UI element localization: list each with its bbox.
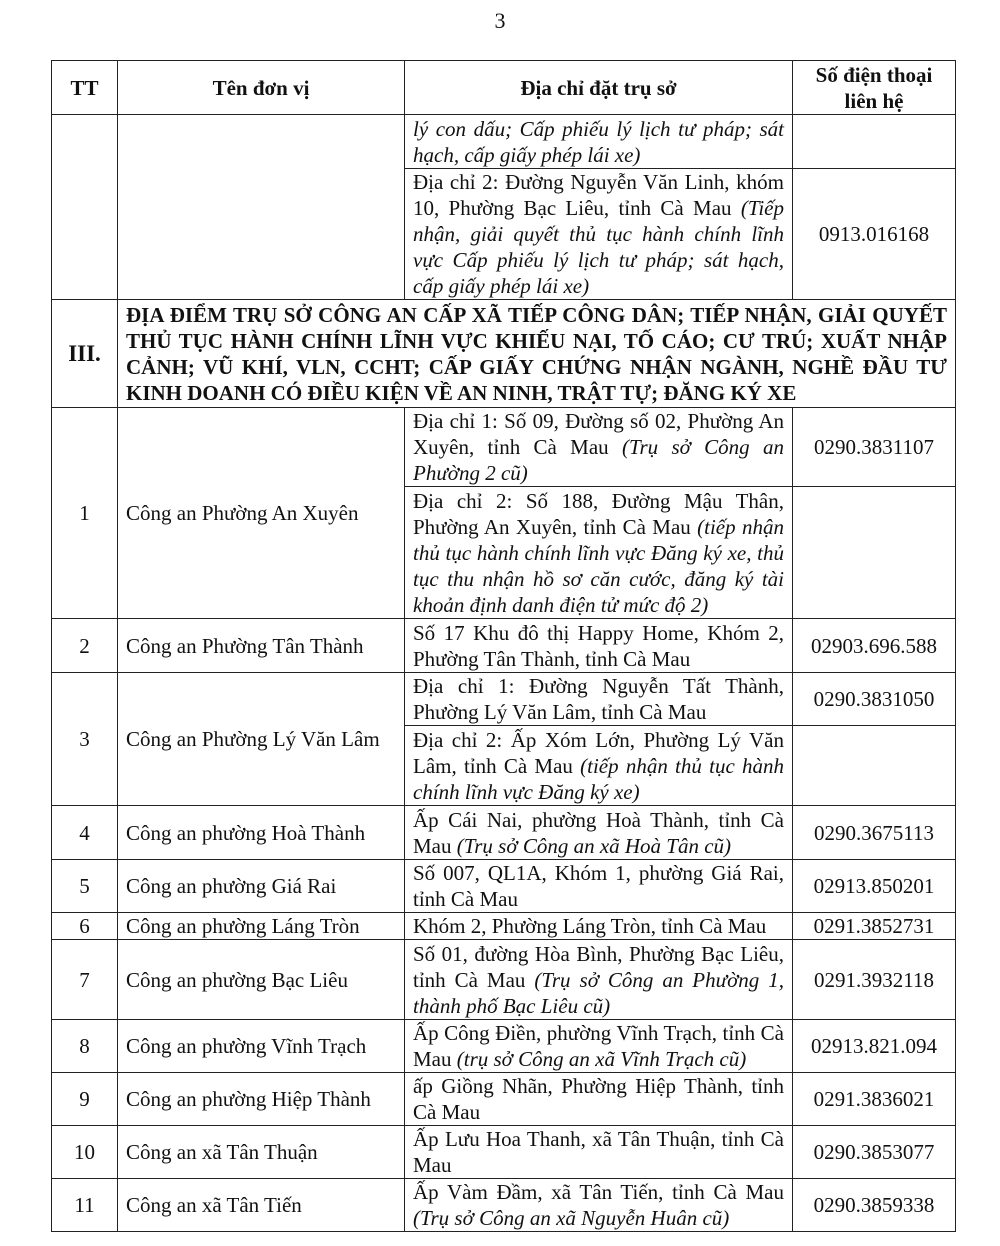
cell-phone: 02913.850201 bbox=[793, 860, 956, 913]
section-title: ĐỊA ĐIỂM TRỤ SỞ CÔNG AN CẤP XÃ TIẾP CÔNG DÂN; TIẾP NHẬN, GIẢI QUYẾT THỦ TỤC HÀNH CHÍNH LĨNH VỰC KHIẾU NẠI, TỐ CÁO; CƯ TRÚ; XUẤT NHẬP CẢNH; VŨ KHÍ, VLN, CCHT; CẤP GIẤY CHỨNG NHẬN NGÀNH, NGHỀ ĐẦU TƯ KINH DOANH CÓ ĐIỀU KIỆN VỀ AN NINH, TRẬT TỰ; ĐĂNG KÝ XE bbox=[118, 300, 956, 408]
table-header-row bbox=[52, 61, 956, 115]
cell-unit-name: Công an phường Vĩnh Trạch bbox=[118, 1020, 405, 1073]
cell-phone bbox=[793, 115, 956, 169]
cell-phone bbox=[793, 487, 956, 619]
cell-phone: 0913.016168 bbox=[793, 169, 956, 300]
cell-phone: 0291.3852731 bbox=[793, 913, 956, 940]
cell-unit-name: Công an phường Hiệp Thành bbox=[118, 1073, 405, 1126]
address-note: (Trụ sở Công an Phường 1, thành phố Bạc Liêu cũ) bbox=[413, 967, 784, 1018]
address-text: Khóm 2, Phường Láng Tròn, tỉnh Cà Mau bbox=[413, 914, 767, 938]
cell-phone: 02913.821.094 bbox=[793, 1020, 956, 1073]
cell-unit-name: Công an phường Láng Tròn bbox=[118, 913, 405, 940]
header-address: Địa chỉ đặt trụ sở bbox=[405, 61, 793, 115]
address-text: Số 007, QL1A, Khóm 1, phường Giá Rai, tỉnh Cà Mau bbox=[413, 861, 784, 911]
cell-tt: 2 bbox=[52, 619, 118, 673]
table-row bbox=[52, 860, 956, 913]
table-row bbox=[52, 1020, 956, 1073]
cell-address bbox=[405, 940, 793, 1020]
cell-unit-name: Công an phường Giá Rai bbox=[118, 860, 405, 913]
cell-name-continued bbox=[118, 115, 405, 300]
cell-address bbox=[405, 115, 793, 169]
cell-unit-name: Công an xã Tân Tiến bbox=[118, 1179, 405, 1232]
header-tt: TT bbox=[52, 61, 118, 115]
cell-unit-name: Công an phường Bạc Liêu bbox=[118, 940, 405, 1020]
cell-phone bbox=[793, 726, 956, 806]
cell-tt: 1 bbox=[52, 408, 118, 619]
table-row bbox=[52, 408, 956, 487]
address-note: (Tiếp nhận, giải quyết thủ tục hành chính lĩnh vực Cấp phiếu lý lịch tư pháp; sát hạch, cấp giấy phép lái xe) bbox=[413, 196, 784, 298]
cell-address bbox=[405, 169, 793, 300]
cell-phone: 0290.3675113 bbox=[793, 806, 956, 860]
cell-address bbox=[405, 1179, 793, 1232]
table-row bbox=[52, 806, 956, 860]
address-text: Số 01, đường Hòa Bình, Phường Bạc Liêu, tỉnh Cà Mau bbox=[413, 941, 784, 992]
address-note: (Trụ sở Công an xã Nguyễn Huân cũ) bbox=[413, 1206, 730, 1230]
table-row bbox=[52, 913, 956, 940]
cell-address bbox=[405, 1020, 793, 1073]
cell-phone: 0290.3831107 bbox=[793, 408, 956, 487]
cell-unit-name: Công an Phường Tân Thành bbox=[118, 619, 405, 673]
table-row bbox=[52, 1179, 956, 1232]
cell-phone: 0291.3836021 bbox=[793, 1073, 956, 1126]
address-text: Ấp Vàm Đầm, xã Tân Tiến, tỉnh Cà Mau bbox=[413, 1180, 784, 1204]
address-text: Ấp Công Điền, phường Vĩnh Trạch, tỉnh Cà Mau bbox=[413, 1021, 784, 1071]
address-note: (Trụ sở Công an xã Hoà Tân cũ) bbox=[456, 833, 732, 858]
section-row bbox=[52, 300, 956, 408]
cell-address bbox=[405, 860, 793, 913]
cell-phone: 0291.3932118 bbox=[793, 940, 956, 1020]
cell-phone: 0290.3859338 bbox=[793, 1179, 956, 1232]
cell-tt: 3 bbox=[52, 673, 118, 806]
address-note: lý con dấu; Cấp phiếu lý lịch tư pháp; sát hạch, cấp giấy phép lái xe) bbox=[413, 116, 784, 167]
cell-tt: 7 bbox=[52, 940, 118, 1020]
table-row bbox=[52, 1073, 956, 1126]
cell-tt: 11 bbox=[52, 1179, 118, 1232]
cell-phone: 0290.3853077 bbox=[793, 1126, 956, 1179]
address-text: Địa chỉ 1: Đường Nguyễn Tất Thành, Phường Lý Văn Lâm, tỉnh Cà Mau bbox=[413, 674, 784, 724]
address-text: ấp Giồng Nhãn, Phường Hiệp Thành, tỉnh Cà Mau bbox=[413, 1074, 784, 1124]
cell-tt: 5 bbox=[52, 860, 118, 913]
address-text: Địa chỉ 1: Số 09, Đường số 02, Phường An Xuyên, tỉnh Cà Mau bbox=[413, 409, 784, 459]
cell-address bbox=[405, 673, 793, 726]
cell-address bbox=[405, 619, 793, 673]
cell-unit-name: Công an Phường An Xuyên bbox=[118, 408, 405, 619]
office-table bbox=[51, 60, 956, 1232]
address-text: Số 17 Khu đô thị Happy Home, Khóm 2, Phường Tân Thành, tỉnh Cà Mau bbox=[413, 620, 784, 671]
cell-address bbox=[405, 1073, 793, 1126]
cell-tt: 10 bbox=[52, 1126, 118, 1179]
table-row-continued-1 bbox=[52, 115, 956, 169]
address-text: Địa chỉ 2: Ấp Xóm Lớn, Phường Lý Văn Lâm, tỉnh Cà Mau bbox=[413, 727, 784, 778]
address-text: Ấp Cái Nai, phường Hoà Thành, tỉnh Cà Mau bbox=[413, 807, 784, 858]
cell-unit-name: Công an Phường Lý Văn Lâm bbox=[118, 673, 405, 806]
cell-unit-name: Công an xã Tân Thuận bbox=[118, 1126, 405, 1179]
cell-phone: 0290.3831050 bbox=[793, 673, 956, 726]
table-row bbox=[52, 619, 956, 673]
table-row bbox=[52, 1126, 956, 1179]
cell-address bbox=[405, 487, 793, 619]
cell-address bbox=[405, 408, 793, 487]
cell-phone: 02903.696.588 bbox=[793, 619, 956, 673]
cell-tt-continued bbox=[52, 115, 118, 300]
address-text: Ấp Lưu Hoa Thanh, xã Tân Thuận, tỉnh Cà Mau bbox=[413, 1127, 784, 1177]
cell-tt: 6 bbox=[52, 913, 118, 940]
address-text: Địa chỉ 2: Số 188, Đường Mậu Thân, Phường An Xuyên, tỉnh Cà Mau bbox=[413, 488, 784, 539]
table-row bbox=[52, 940, 956, 1020]
cell-address bbox=[405, 913, 793, 940]
address-note: (tiếp nhận thủ tục hành chính lĩnh vực Đăng ký xe, thủ tục thu nhận hồ sơ căn cước, đăng ký tài khoản định danh điện tử mức độ 2) bbox=[413, 514, 784, 617]
page-number: 3 bbox=[494, 8, 506, 33]
table-row bbox=[52, 673, 956, 726]
cell-address bbox=[405, 1126, 793, 1179]
address-note: (Trụ sở Công an Phường 2 cũ) bbox=[413, 435, 784, 485]
cell-unit-name: Công an phường Hoà Thành bbox=[118, 806, 405, 860]
header-phone: Số điện thoại liên hệ bbox=[793, 61, 956, 115]
address-text: Địa chỉ 2: Đường Nguyễn Văn Linh, khóm 10, Phường Bạc Liêu, tỉnh Cà Mau bbox=[413, 170, 784, 220]
address-note: (trụ sở Công an xã Vĩnh Trạch cũ) bbox=[456, 1047, 747, 1071]
cell-tt: 4 bbox=[52, 806, 118, 860]
header-unit-name: Tên đơn vị bbox=[118, 61, 405, 115]
cell-tt: 9 bbox=[52, 1073, 118, 1126]
cell-address bbox=[405, 806, 793, 860]
cell-tt: 8 bbox=[52, 1020, 118, 1073]
section-number: III. bbox=[52, 300, 118, 408]
address-note: (tiếp nhận thủ tục hành chính lĩnh vực Đăng ký xe) bbox=[413, 753, 784, 804]
cell-address bbox=[405, 726, 793, 806]
